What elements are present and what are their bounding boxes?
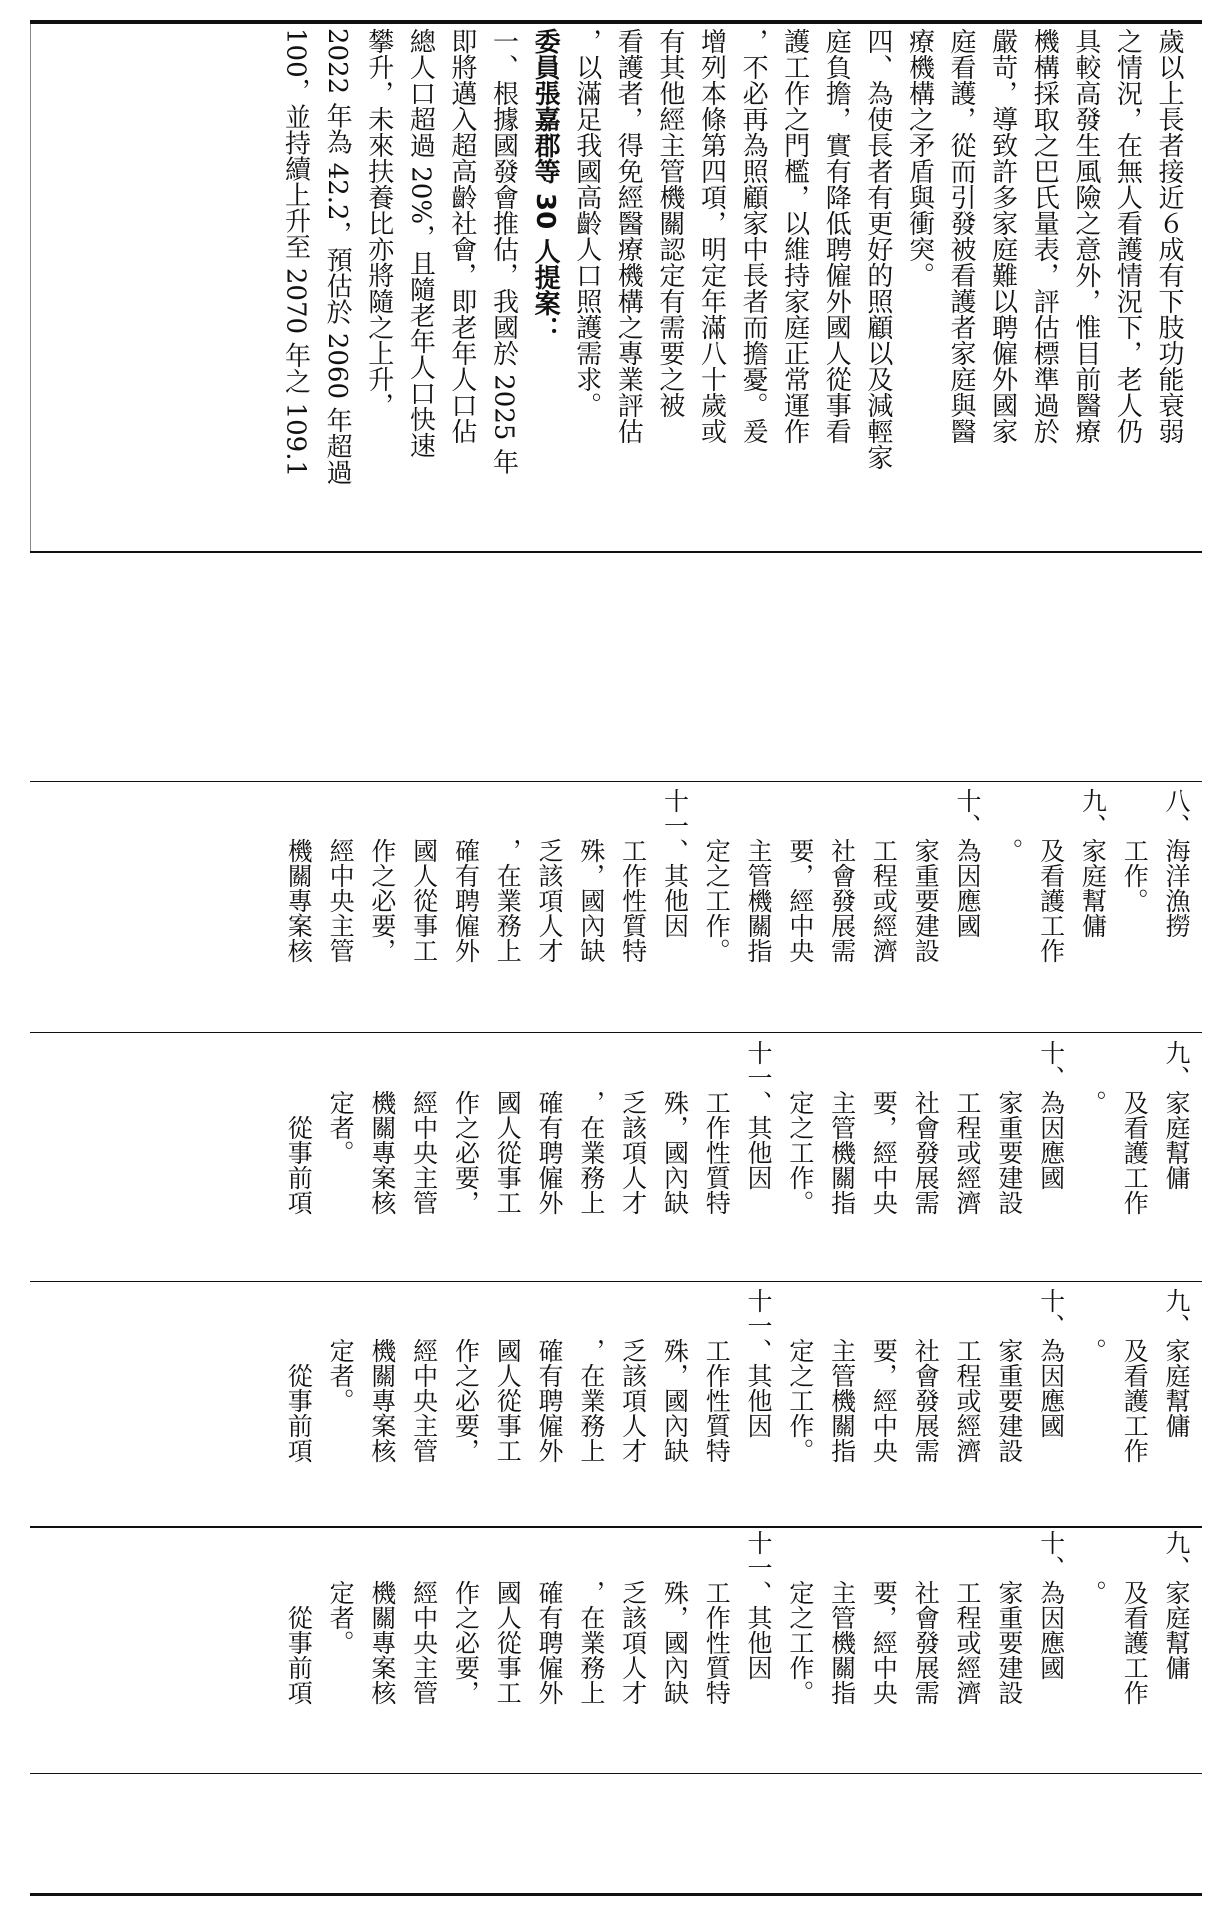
text-line: 國人從事工	[493, 1288, 523, 1463]
text-line: 即將邁入超高齡社會，即老年人口佔	[446, 28, 477, 444]
text-line: 。	[994, 788, 1024, 863]
text-line: 100，並持續上升至 2070 年之 109.1	[280, 28, 311, 478]
text-line: 確有聘僱外	[535, 1288, 565, 1463]
text-line: 定者。	[326, 1288, 356, 1413]
text-line: 乏該項人才	[618, 1530, 648, 1705]
text-line: 及看護工作	[1120, 1040, 1150, 1215]
text-line: 機關專案核	[367, 1530, 397, 1705]
text-line: 。	[1078, 1040, 1108, 1115]
text-line: 工作性質特	[618, 788, 648, 963]
text-line: 國人從事工	[493, 1040, 523, 1215]
text-line: 家重要建設	[911, 788, 941, 963]
text-line: 乏該項人才	[618, 1040, 648, 1215]
text-line: 工程或經濟	[953, 1040, 983, 1215]
article-column-d	[277, 1530, 1197, 1798]
text-line: 要，經中央	[869, 1530, 899, 1705]
text-line: 九、家庭幫傭	[1078, 788, 1108, 938]
article-column-a	[277, 788, 1197, 1056]
text-line: 國人從事工	[493, 1530, 523, 1705]
text-line: 十、為因應國	[1036, 1530, 1066, 1680]
text-line: 主管機關指	[827, 1040, 857, 1215]
text-line: ，在業務上	[576, 1288, 606, 1463]
text-line: 社會發展需	[911, 1530, 941, 1705]
text-line: 十、為因應國	[1036, 1040, 1066, 1190]
divider-rule-2	[30, 781, 1202, 782]
text-line: 十、為因應國	[1036, 1288, 1066, 1438]
text-line: 總人口超過 20%，且隨老年人口快速	[405, 28, 436, 459]
bottom-rule	[30, 1893, 1202, 1896]
text-line: 機關專案核	[284, 788, 314, 963]
text-line: 作之必要，	[451, 1040, 481, 1215]
text-line: ，以滿足我國高齡人口照護需求。	[571, 28, 602, 418]
text-line: 及看護工作	[1120, 1530, 1150, 1705]
explanation-text	[274, 28, 1189, 540]
text-line: 一、根據國發會推估，我國於 2025 年	[488, 28, 519, 475]
text-line: 工程或經濟	[953, 1288, 983, 1463]
text-line: 及看護工作	[1120, 1288, 1150, 1463]
text-line: 之情況，在無人看護情況下，老人仍	[1112, 28, 1143, 444]
text-line: 定之工作。	[785, 1530, 815, 1705]
text-line: 工作性質特	[702, 1530, 732, 1705]
text-line: 作之必要，	[367, 788, 397, 963]
text-line: 機構採取之巴氏量表，評估標準過於	[1029, 28, 1060, 444]
text-line: 十一、其他因	[744, 1040, 774, 1190]
text-line: 殊，國內缺	[660, 1530, 690, 1705]
text-line: ，在業務上	[576, 1530, 606, 1705]
text-line: 。	[1078, 1288, 1108, 1363]
text-line: 確有聘僱外	[535, 1040, 565, 1215]
text-line: 作之必要，	[451, 1530, 481, 1705]
text-line: 歲以上長者接近６成有下肢功能衰弱	[1154, 28, 1184, 444]
text-line: 主管機關指	[827, 1530, 857, 1705]
text-line: 主管機關指	[827, 1288, 857, 1463]
text-line: 工作性質特	[702, 1040, 732, 1215]
text-line: 九、家庭幫傭	[1162, 1040, 1191, 1190]
text-line: 庭看護，從而引發被看護者家庭與醫	[946, 28, 977, 444]
text-line: 機關專案核	[367, 1288, 397, 1463]
left-margin-line	[30, 24, 31, 551]
text-line: 要，經中央	[869, 1040, 899, 1215]
text-line: 從事前項	[284, 1288, 314, 1463]
top-rule	[30, 20, 1202, 24]
text-line: 作之必要，	[451, 1288, 481, 1463]
text-line: 確有聘僱外	[451, 788, 481, 963]
text-line: 十一、其他因	[744, 1530, 774, 1680]
text-line: 乏該項人才	[535, 788, 565, 963]
text-line: 要，經中央	[785, 788, 815, 963]
text-line: 具較高發生風險之意外，惟目前醫療	[1070, 28, 1101, 444]
text-line: 十一、其他因	[660, 788, 690, 938]
text-line: 九、家庭幫傭	[1162, 1288, 1191, 1438]
text-line: 攀升，未來扶養比亦將隨之上升，	[363, 28, 394, 418]
text-line: 主管機關指	[744, 788, 774, 963]
text-line: 從事前項	[284, 1530, 314, 1705]
text-line: 護工作之門檻，以維持家庭正常運作	[779, 28, 810, 444]
proposer-heading: 委員張嘉郡等 30 人提案：	[530, 28, 561, 343]
text-line: 及看護工作	[1036, 788, 1066, 963]
text-line: 殊，國內缺	[660, 1040, 690, 1215]
text-line: 定之工作。	[702, 788, 732, 963]
article-column-c	[277, 1288, 1197, 1556]
text-line: 家重要建設	[994, 1530, 1024, 1705]
text-line: 定之工作。	[785, 1288, 815, 1463]
text-line: 定之工作。	[785, 1040, 815, 1215]
text-line: 經中央主管	[326, 788, 356, 963]
text-line: 工作。	[1120, 788, 1150, 913]
text-line: 定者。	[326, 1040, 356, 1165]
text-line: 有其他經主管機關認定有需要之被	[654, 28, 685, 418]
article-column-b	[277, 1040, 1197, 1308]
text-line: 確有聘僱外	[535, 1530, 565, 1705]
text-line: 從事前項	[284, 1040, 314, 1215]
text-line: ，在業務上	[576, 1040, 606, 1215]
text-line: 社會發展需	[911, 1040, 941, 1215]
text-line: 經中央主管	[409, 1040, 439, 1215]
text-line: 工程或經濟	[869, 788, 899, 963]
text-line: 庭負擔，實有降低聘僱外國人從事看	[821, 28, 852, 444]
text-line: 九、家庭幫傭	[1162, 1530, 1191, 1680]
text-line: 經中央主管	[409, 1530, 439, 1705]
text-line: 乏該項人才	[618, 1288, 648, 1463]
text-line: 社會發展需	[827, 788, 857, 963]
text-line: 十、為因應國	[953, 788, 983, 938]
text-line: 八、海洋漁撈	[1162, 788, 1191, 938]
text-line: 工作性質特	[702, 1288, 732, 1463]
text-line: 機關專案核	[367, 1040, 397, 1215]
text-line: ，在業務上	[493, 788, 523, 963]
text-line: 家重要建設	[994, 1040, 1024, 1215]
text-line: 定者。	[326, 1530, 356, 1655]
text-line: 工程或經濟	[953, 1530, 983, 1705]
text-line: 殊，國內缺	[576, 788, 606, 963]
text-line: ，不必再為照顧家中長者而擔憂。爰	[738, 28, 769, 444]
text-line: 社會發展需	[911, 1288, 941, 1463]
text-line: 十一、其他因	[744, 1288, 774, 1438]
text-line: 療機構之矛盾與衝突。	[904, 28, 935, 288]
text-line: 看護者，得免經醫療機構之專業評估	[613, 28, 644, 444]
text-line: 增列本條第四項，明定年滿八十歲或	[696, 28, 727, 444]
text-line: 殊，國內缺	[660, 1288, 690, 1463]
text-line: 2022 年為 42.2，預估於 2060 年超過	[322, 28, 353, 486]
text-line: 經中央主管	[409, 1288, 439, 1463]
text-line: 。	[1078, 1530, 1108, 1605]
text-line: 要，經中央	[869, 1288, 899, 1463]
text-line: 國人從事工	[409, 788, 439, 963]
text-line: 嚴苛，導致許多家庭難以聘僱外國家	[987, 28, 1018, 444]
text-line: 家重要建設	[994, 1288, 1024, 1463]
divider-rule-1	[30, 551, 1202, 553]
text-line: 四、為使長者有更好的照顧以及減輕家	[862, 28, 893, 470]
